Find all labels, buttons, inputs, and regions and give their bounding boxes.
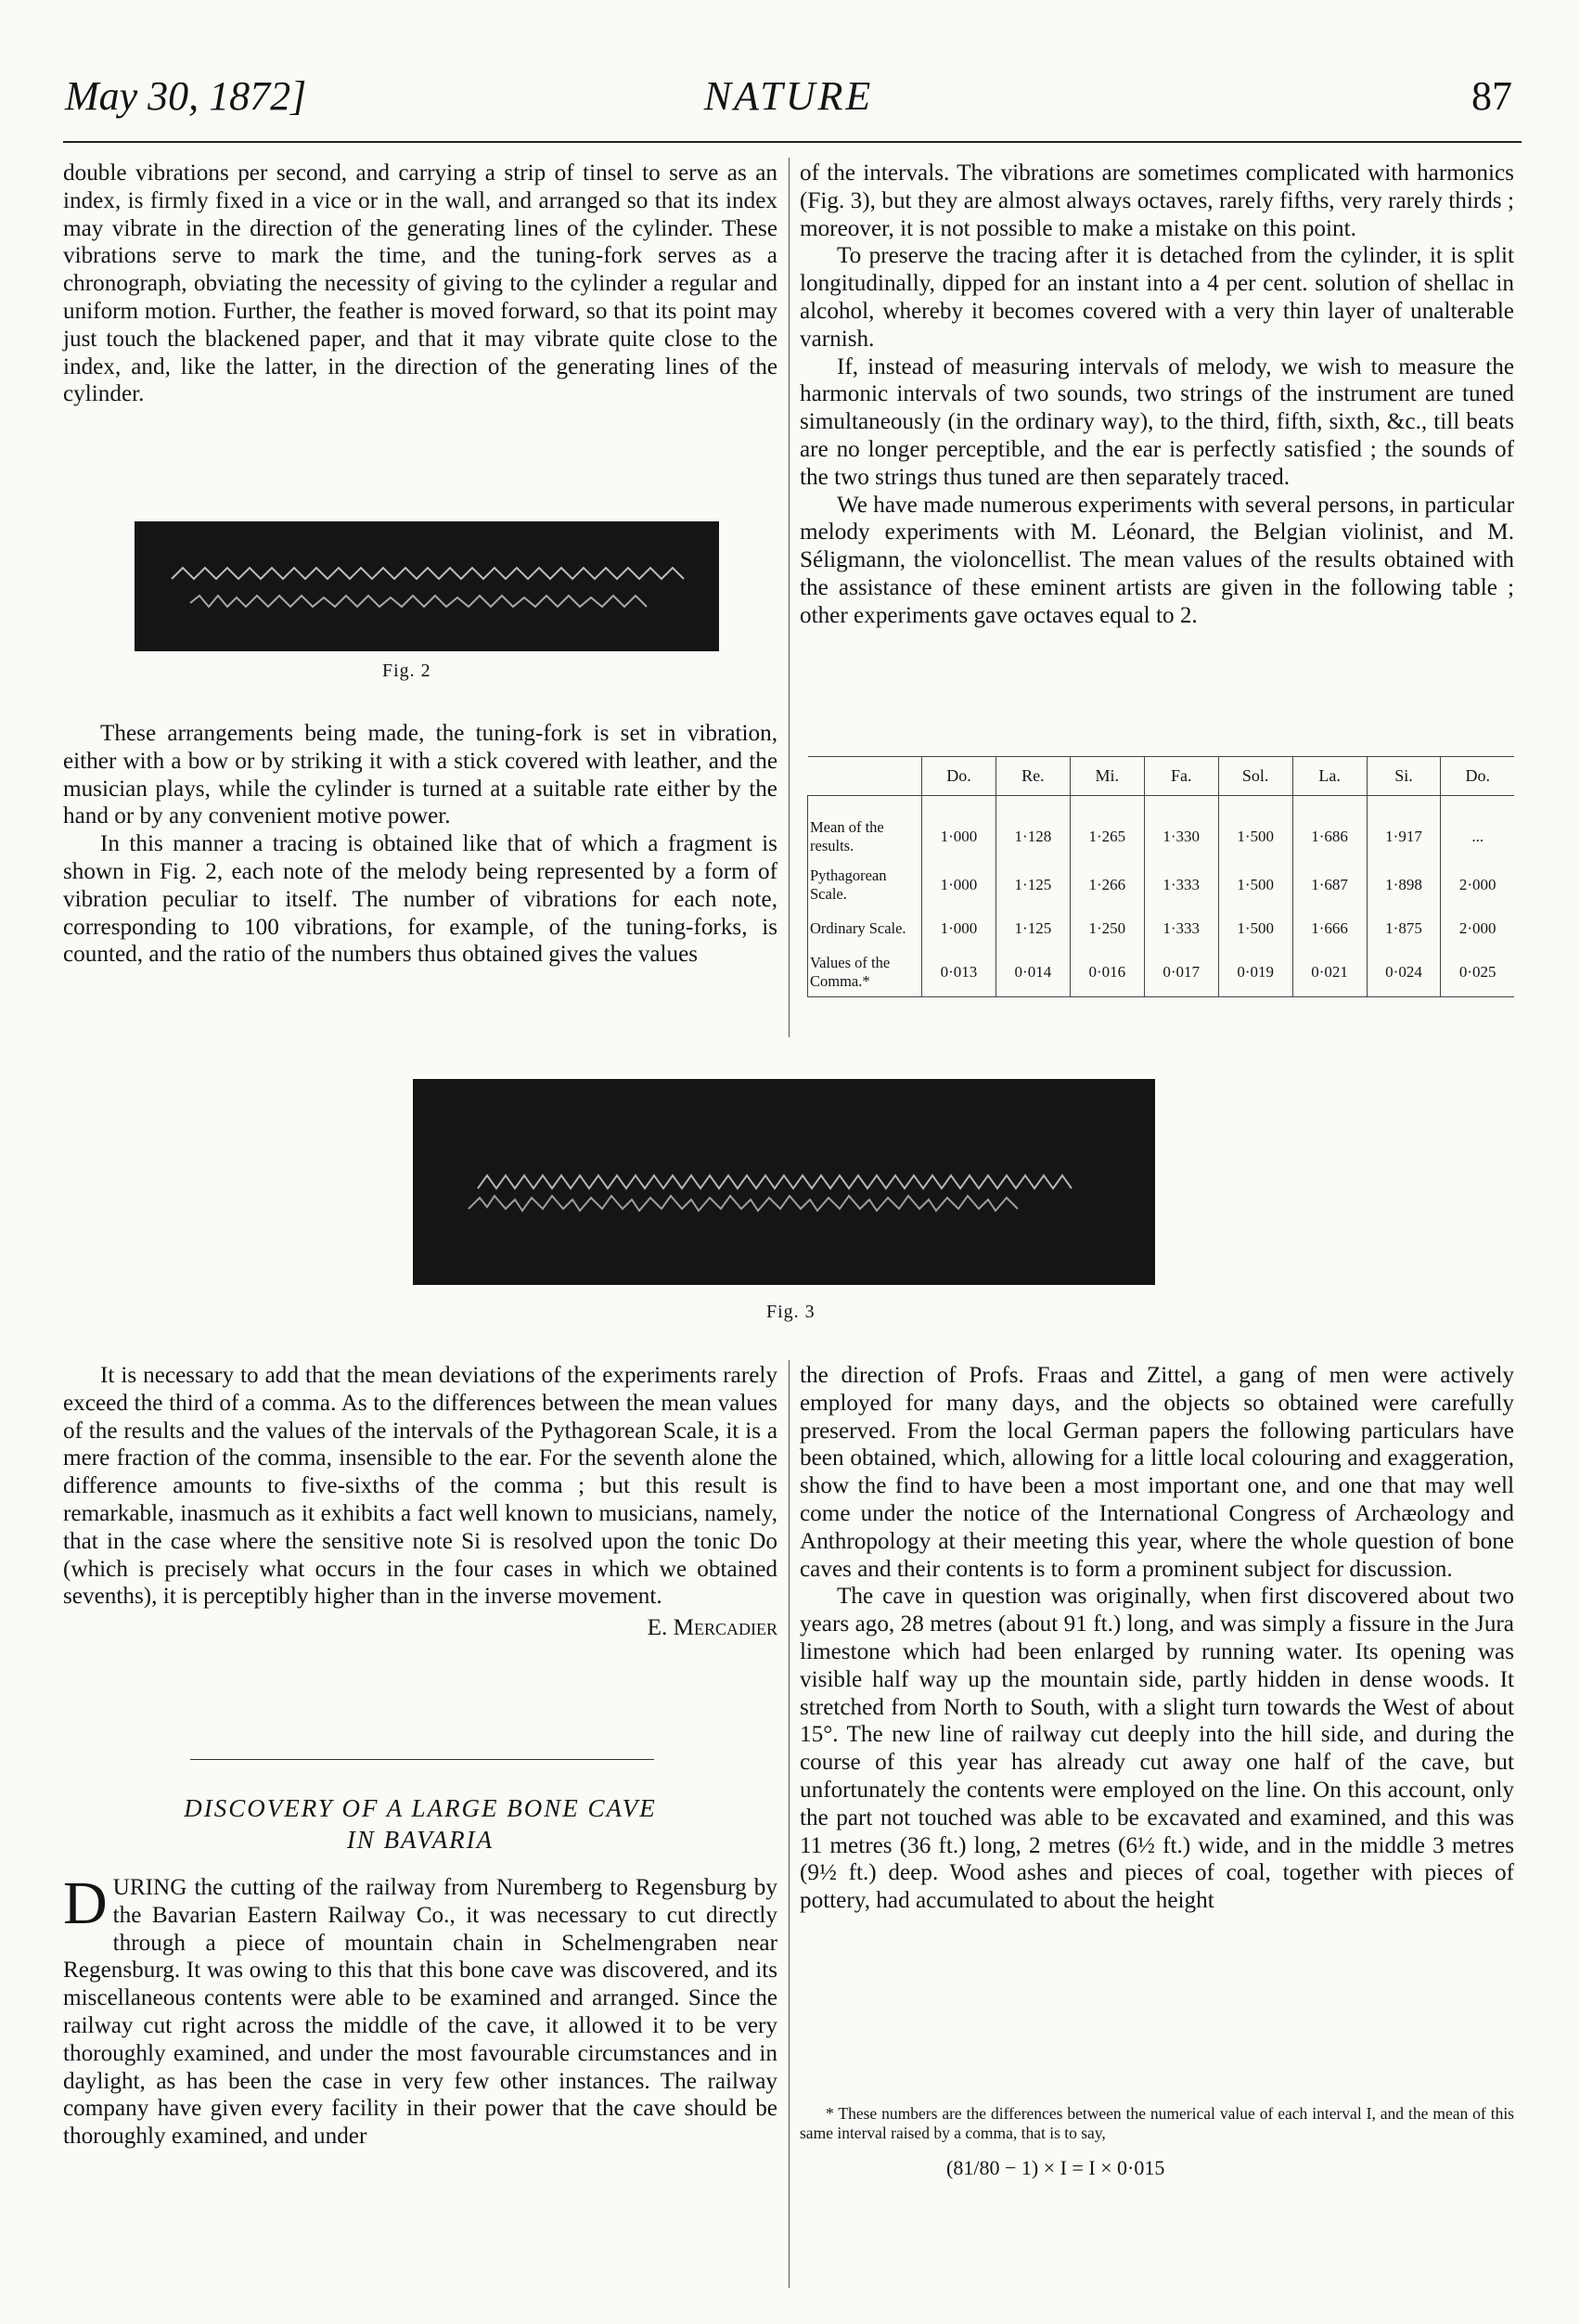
article-title-line: DISCOVERY OF A LARGE BONE CAVE [184,1794,657,1822]
table-cell: 1·687 [1292,861,1367,909]
table-cell: 1·500 [1218,861,1292,909]
table-cell: 1·500 [1218,796,1292,862]
table-row [808,909,1515,948]
drop-cap: D [63,1869,108,1937]
author-signature: E. Mercadier [647,1615,777,1641]
table-row [808,796,1515,862]
table-cell: 0·025 [1441,948,1514,997]
row-label: Pythagorean Scale. [808,861,922,909]
table-cell: 1·898 [1367,861,1441,909]
table-cell: 0·016 [1070,948,1144,997]
article-title-line: IN BAVARIA [346,1826,495,1854]
table-cell: 0·019 [1218,948,1292,997]
row-label: Ordinary Scale. [808,909,922,948]
figure-2-caption: Fig. 2 [382,661,431,681]
table-cell: 1·000 [922,796,996,862]
paragraph: double vibrations per second, and carrying a strip of tinsel to serve as an index, is firmly fixed in a vice or in the wall, and arranged so that its index may vibrate in the direction of the generating lines of the cylinder. These vibrations serve to mark the time, and the tuning-fork serves as a chronograph, obviating the necessity of giving to the cylinder a regular and uniform motion. Further, the feather is moved forward, so that its point may just touch the blackened paper, and that it may vibrate quite close to the index, and, like the latter, in the direction of the generating lines of the cylinder. [63,160,777,407]
column-divider-top [789,158,790,1037]
right-column-top [800,160,1514,630]
table-cell: 1·266 [1070,861,1144,909]
table-cell: 2·000 [1441,909,1514,948]
journal-title: NATURE [703,73,874,119]
paragraph: the direction of Profs. Fraas and Zittel, a gang of men were actively employed for many days, and the objects so obtained were carefully preserved. From the local German papers the following particulars have been obtained, which, allowing for a little local colouring and exaggeration, show the find to have been a most important one, and one that may well come under the notice of the International Congress of Archæology and Anthropology at their meeting this year, where the whole question of bone caves and their contents is to form a prominent subject for discussion. [800,1363,1514,1582]
table-cell: 0·017 [1144,948,1218,997]
figure-3-caption: Fig. 3 [766,1302,816,1322]
table-cell: 1·686 [1292,796,1367,862]
table-cell: 1·875 [1367,909,1441,948]
table-cell: 1·125 [996,861,1070,909]
paragraph: If, instead of measuring intervals of melody, we wish to measure the harmonic intervals of two sounds, two strings of the instrument are tuned simultaneously (in the ordinary way), to the third, fifth, sixth, &c., till beats are no longer perceptible, and the ear is perfectly satisfied ; the sounds of the two strings thus tuned are then separately traced. [800,353,1514,490]
table-cell: ... [1441,796,1514,862]
table-cell: 1·500 [1218,909,1292,948]
column-header: Do. [922,757,996,796]
paragraph: These arrangements being made, the tuning-fork is set in vibration, either with a bow or by striking it with a stick covered with leather, and the musician plays, while the cylinder is turned at a suitable rate either by the hand or by any convenient motive power. [63,721,777,829]
table-row [808,948,1515,997]
table-cell: 1·265 [1070,796,1144,862]
left-column-top-continued [63,720,777,969]
waveform-image [135,521,719,651]
table-header-row [808,757,1515,796]
column-divider-bottom [789,1360,790,2288]
table-cell: 1·125 [996,909,1070,948]
footnote [800,2104,1514,2143]
column-header [808,757,922,796]
waveform-image [413,1079,1155,1285]
paragraph: We have made numerous experiments with several persons, in particular melody experiments with M. Léonard, the Belgian violinist, and M. Séligmann, the violoncellist. The mean values of the results obtained with the assistance of these eminent artists are given in the following table ; other experiments gave octaves equal to 2. [800,492,1514,628]
column-header: Sol. [1218,757,1292,796]
column-header: Do. [1441,757,1514,796]
column-header: Si. [1367,757,1441,796]
table-cell: 1·917 [1367,796,1441,862]
column-header: Fa. [1144,757,1218,796]
paragraph: The cave in question was originally, when first discovered about two years ago, 28 metres (about 91 ft.) long, and was simply a fissure in the Jura limestone which had been enlarged by running water. Its opening was visible half way up the mountain side, partly hidden in dense woods. It stretched from North to South, with a slight turn towards the West of about 15°. The new line of railway cut deeply into the hill side, and during the course of this year has already cut away one half of the cave, but unfortunately the contents were employed on the line. On this account, only the part not touched was able to be excavated and examined, and this was 11 metres (36 ft.) long, 2 metres (6½ ft.) wide, and in the middle 3 metres (9½ ft.) deep. Wood ashes and pieces of coal, together with pieces of pottery, had accumulated to about the height [800,1584,1514,1914]
paragraph: of the intervals. The vibrations are sometimes complicated with harmonics (Fig. 3), but they are almost always octaves, rarely fifths, very rarely thirds ; moreover, it is not possible to make a mistake on this point. [800,160,1514,241]
section-separator [190,1759,654,1760]
paragraph: In this manner a tracing is obtained like that of which a fragment is shown in Fig. 2, each note of the melody being represented by a form of vibration peculiar to itself. The number of vibrations for each note, corresponding to 100 vibrations, for example, of the tuning-forks, is counted, and the ratio of the numbers thus obtained gives the values [63,831,777,968]
table-cell: 1·666 [1292,909,1367,948]
data-table [807,756,1514,997]
right-column-bottom [800,1362,1514,1915]
paragraph: It is necessary to add that the mean deviations of the experiments rarely exceed the third of a comma. As to the differences between the mean values of the results and the values of the intervals of the Pythagorean Scale, it is a mere fraction of the comma, insensible to the ear. For the seventh alone the difference amounts to five-sixths of the comma ; but this result is remarkable, inasmuch as it exhibits a fact well known to musicians, namely, that in the case where the sensitive note Si is resolved upon the tonic Do (which is precisely what occurs in the four cases in which we obtained sevenths), it is perceptibly higher than in the inverse movement. [63,1363,777,1610]
figure-2-tracing [135,521,719,651]
figure-3-tracing [413,1079,1155,1285]
left-column-top [63,160,777,408]
footnote-formula: (81/80 − 1) × I = I × 0·015 [946,2156,1165,2179]
table-cell: 1·250 [1070,909,1144,948]
table-cell: 1·128 [996,796,1070,862]
column-header: La. [1292,757,1367,796]
table-cell: 1·000 [922,861,996,909]
paragraph-text: URING the cutting of the railway from Nuremberg to Regensburg by the Bavarian Eastern Railway Co., it was necessary to cut directly through a piece of mountain chain in Schelmengraben near Regensburg. It was owing to this that this bone cave was discovered, and its miscellaneous contents were able to be examined and arranged. Since the railway cut right across the middle of the cave, it allowed it to be very thoroughly examined, and under the most favourable circumstances and in daylight, as has been the case in very few other instances. The railway company have given every facility in their power that the cave should be thoroughly examined, and under [63,1875,777,2150]
table-cell: 1·333 [1144,909,1218,948]
intervals-table [807,756,1514,997]
table-cell: 0·014 [996,948,1070,997]
footnote-text: * These numbers are the differences between the numerical value of each interval I, and the mean of this same interval raised by a comma, that is to say, [800,2104,1514,2142]
table-cell: 1·333 [1144,861,1218,909]
header-rule [63,141,1522,143]
article-title [63,1792,777,1855]
article-body-left [63,1869,777,2151]
left-column-bottom [63,1362,777,1642]
page-header [46,72,1531,130]
page-number: 87 [1471,73,1512,119]
table-cell: 2·000 [1441,861,1514,909]
issue-date: May 30, 1872] [65,73,307,119]
table-cell: 1·000 [922,909,996,948]
table-cell: 0·013 [922,948,996,997]
table-cell: 0·024 [1367,948,1441,997]
paragraph: To preserve the tracing after it is detached from the cylinder, it is split longitudinally, dipped for an instant into a 4 per cent. solution of shellac in alcohol, whereby it becomes covered with a very thin layer of unalterable varnish. [800,243,1514,352]
table-cell: 0·021 [1292,948,1367,997]
row-label: Mean of the results. [808,796,922,862]
paragraph [63,1869,777,2151]
column-header: Re. [996,757,1070,796]
table-cell: 1·330 [1144,796,1218,862]
row-label: Values of the Comma.* [808,948,922,997]
table-row [808,861,1515,909]
column-header: Mi. [1070,757,1144,796]
